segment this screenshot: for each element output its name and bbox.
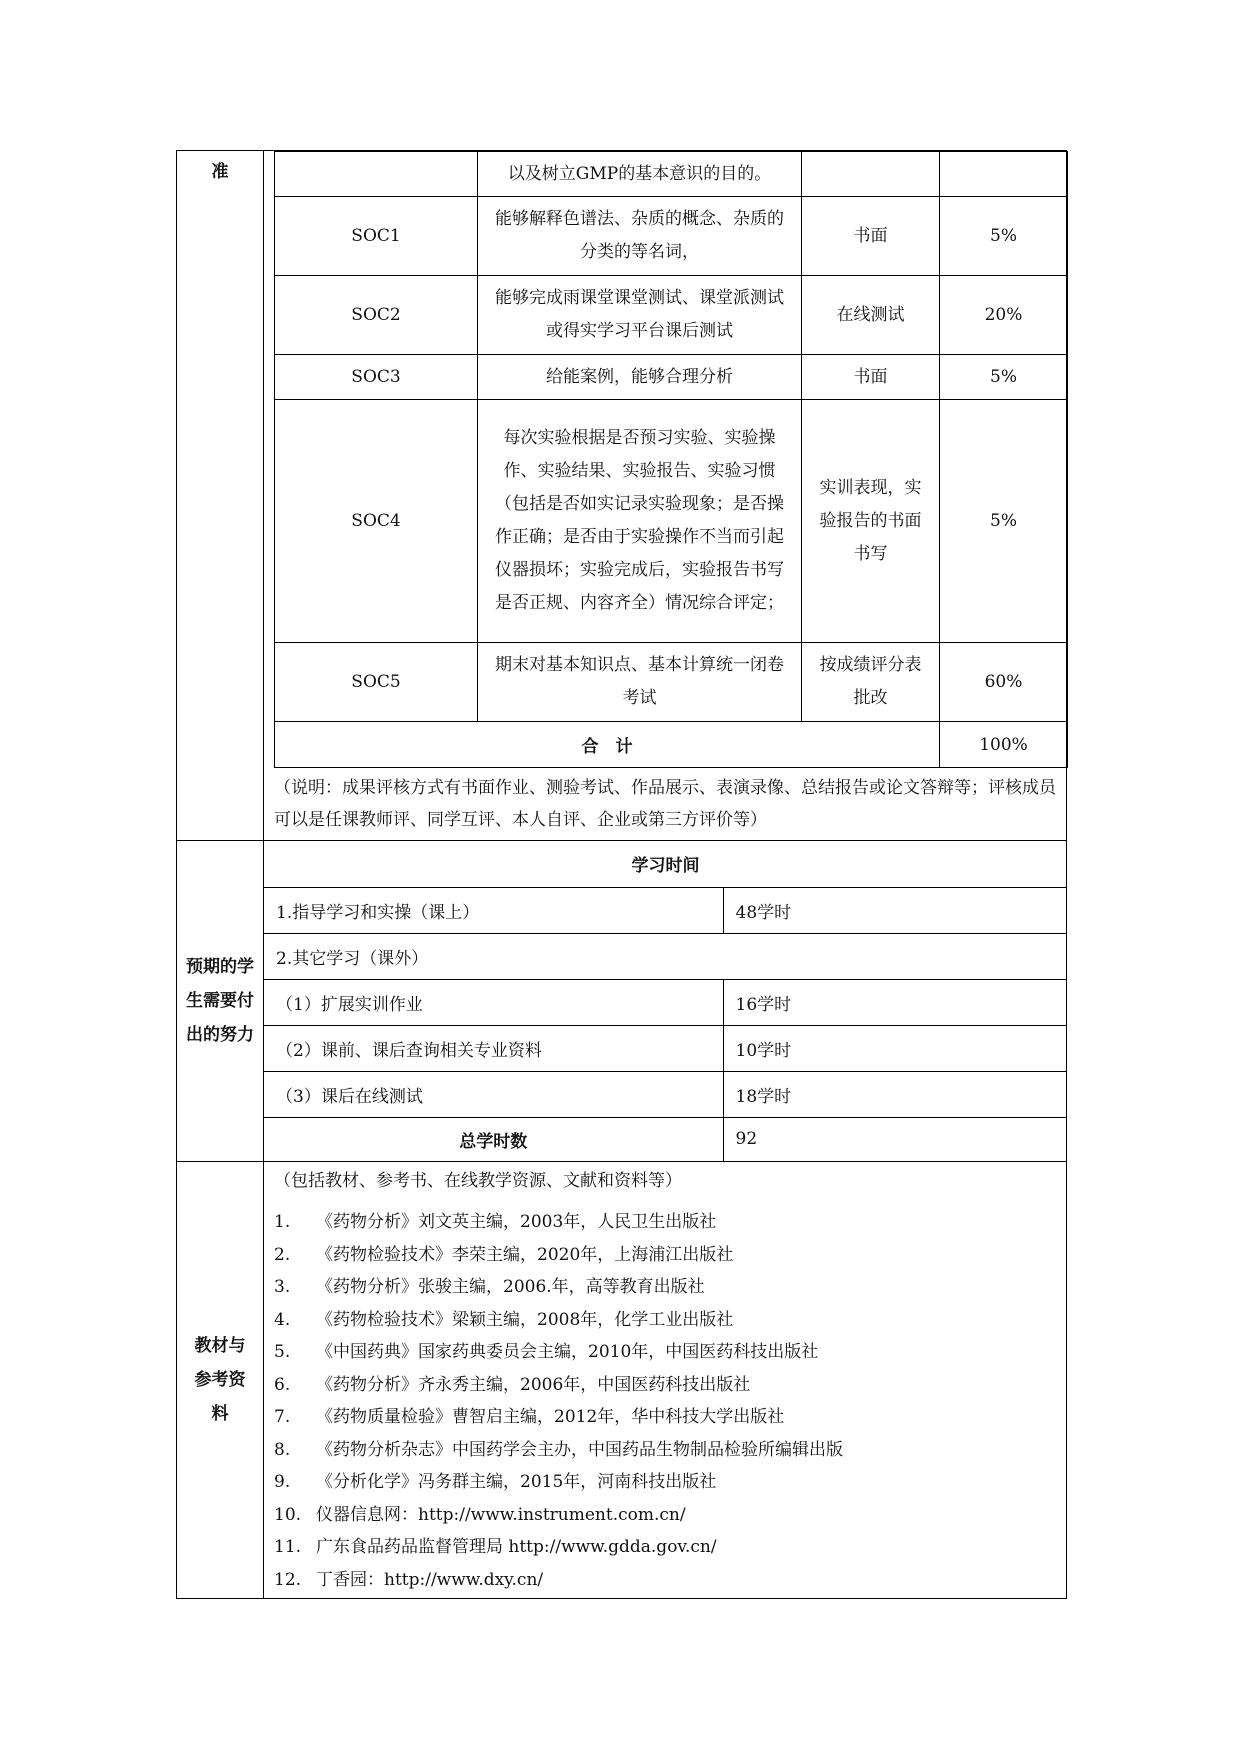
reference-text: 《药物分析》张骏主编，2006.年，高等教育出版社	[316, 1277, 705, 1297]
references-intro: （包括教材、参考书、在线教学资源、文献和资料等）	[274, 1171, 682, 1191]
reference-num: 3.	[274, 1277, 291, 1297]
reference-item	[274, 1239, 1056, 1272]
effort-header: 学习时间	[264, 841, 1067, 887]
assessment-method: 书面	[802, 355, 940, 400]
reference-num: 8.	[274, 1439, 291, 1460]
course-table	[176, 150, 1067, 1599]
effort-section-label	[177, 841, 264, 1162]
effort-item-row	[264, 979, 1067, 1025]
assessment-method: 实训表现，实验报告的书面书写	[802, 400, 940, 643]
assessment-weight: 5%	[940, 197, 1068, 276]
reference-text: 广东食品药品监督管理局 http://www.gdda.gov.cn/	[316, 1537, 717, 1557]
assessment-code: SOC5	[275, 643, 478, 722]
assessment-row	[275, 355, 1068, 400]
effort-item-row	[264, 1025, 1067, 1071]
reference-num: 9.	[274, 1472, 291, 1492]
effort-item-value: 18学时	[723, 1071, 1067, 1117]
assessment-desc: 期末对基本知识点、基本计算统一闭卷考试	[478, 643, 802, 722]
assessment-row	[275, 276, 1068, 355]
reference-num: 10.	[274, 1504, 302, 1525]
assessment-code: SOC1	[275, 197, 478, 276]
assessment-code: SOC4	[275, 400, 478, 643]
reference-text: 《药物检验技术》李荣主编，2020年，上海浦江出版社	[316, 1244, 734, 1265]
reference-item	[274, 1369, 1056, 1402]
reference-num: 12.	[274, 1569, 302, 1590]
assessment-row	[275, 643, 1068, 722]
reference-item	[274, 1434, 1056, 1467]
references-section-label-text: 教材与参考资料	[194, 1336, 246, 1424]
assessment-table	[274, 151, 1068, 768]
effort-item-value: 16学时	[723, 979, 1067, 1025]
effort-item-label: （2）课前、课后查询相关专业资料	[264, 1025, 723, 1071]
reference-num: 7.	[274, 1407, 291, 1427]
effort-item-value: 10学时	[723, 1025, 1067, 1071]
assessment-desc: 每次实验根据是否预习实验、实验操作、实验结果、实验报告、实验习惯（包括是否如实记录实验现象；是否操作正确；是否由于实验操作不当而引起仪器损坏；实验完成后，实验报告书写是否正规、内容齐全）情况综合评定；	[478, 400, 802, 643]
assessment-weight: 5%	[940, 400, 1068, 643]
effort-in-class-value: 48学时	[723, 887, 1067, 933]
assessment-desc: 给能案例，能够合理分析	[478, 355, 802, 400]
reference-text: 《中国药典》国家药典委员会主编，2010年，中国医药科技出版社	[316, 1342, 819, 1362]
reference-text: 《药物分析杂志》中国药学会主办，中国药品生物制品检验所编辑出版	[316, 1439, 843, 1460]
reference-item	[274, 1564, 1056, 1597]
references-section-label	[177, 1162, 264, 1599]
reference-item	[274, 1401, 1056, 1434]
assessment-total-label: 合 计	[275, 722, 940, 768]
assessment-desc: 能够完成雨课堂课堂测试、课堂派测试或得实学习平台课后测试	[478, 276, 802, 355]
assessment-weight: 5%	[940, 355, 1068, 400]
reference-num: 6.	[274, 1374, 291, 1395]
reference-num: 4.	[274, 1309, 291, 1330]
reference-num: 5.	[274, 1342, 291, 1362]
reference-item	[274, 1304, 1056, 1337]
assessment-section-label: 准	[177, 151, 264, 841]
reference-num: 1.	[274, 1212, 291, 1232]
reference-item	[274, 1336, 1056, 1369]
assessment-desc: 能够解释色谱法、杂质的概念、杂质的分类的等名词，	[478, 197, 802, 276]
assessment-code: SOC3	[275, 355, 478, 400]
assessment-weight: 20%	[940, 276, 1068, 355]
assessment-weight-cell	[940, 152, 1068, 197]
reference-text: 《分析化学》冯务群主编，2015年，河南科技出版社	[316, 1472, 717, 1492]
reference-item	[274, 1499, 1056, 1532]
assessment-method: 在线测试	[802, 276, 940, 355]
assessment-total-value: 100%	[940, 722, 1068, 768]
effort-total-label: 总学时数	[264, 1117, 723, 1161]
reference-text: 仪器信息网：http://www.instrument.com.cn/	[316, 1504, 686, 1525]
effort-total-value: 92	[723, 1117, 1067, 1161]
effort-table	[264, 841, 1067, 1161]
reference-item	[274, 1271, 1056, 1304]
assessment-row	[275, 400, 1068, 643]
effort-item-label: （3）课后在线测试	[264, 1071, 723, 1117]
reference-text: 《药物检验技术》梁颖主编，2008年，化学工业出版社	[316, 1309, 734, 1330]
assessment-method: 按成绩评分表批改	[802, 643, 940, 722]
reference-text: 丁香园：http://www.dxy.cn/	[316, 1569, 544, 1590]
assessment-weight: 60%	[940, 643, 1068, 722]
effort-out-class-label: 2.其它学习（课外）	[264, 933, 1067, 979]
effort-in-class-label: 1.指导学习和实操（课上）	[264, 887, 723, 933]
reference-num: 11.	[274, 1537, 302, 1557]
assessment-note: （说明：成果评核方式有书面作业、测验考试、作品展示、表演录像、总结报告或论文答辩等；评核成员可以是任课教师评、同学互评、本人自评、企业或第三方评价等）	[274, 778, 1056, 830]
reference-text: 《药物分析》齐永秀主编，2006年，中国医药科技出版社	[316, 1374, 751, 1395]
effort-item-row	[264, 1071, 1067, 1117]
reference-num: 2.	[274, 1244, 291, 1265]
effort-section-label-text: 预期的学生需要付出的努力	[186, 957, 254, 1045]
reference-item	[274, 1531, 1056, 1564]
assessment-code: SOC2	[275, 276, 478, 355]
reference-text: 《药物质量检验》曹智启主编，2012年，华中科技大学出版社	[316, 1407, 785, 1427]
assessment-code-cell	[275, 152, 478, 197]
reference-list	[274, 1206, 1056, 1596]
assessment-method: 书面	[802, 197, 940, 276]
reference-text: 《药物分析》刘文英主编，2003年，人民卫生出版社	[316, 1212, 717, 1232]
assessment-method-cell	[802, 152, 940, 197]
reference-item	[274, 1466, 1056, 1499]
effort-item-label: （1）扩展实训作业	[264, 979, 723, 1025]
assessment-row	[275, 197, 1068, 276]
reference-item	[274, 1206, 1056, 1239]
assessment-desc-cell: 以及树立GMP的基本意识的目的。	[478, 152, 802, 197]
